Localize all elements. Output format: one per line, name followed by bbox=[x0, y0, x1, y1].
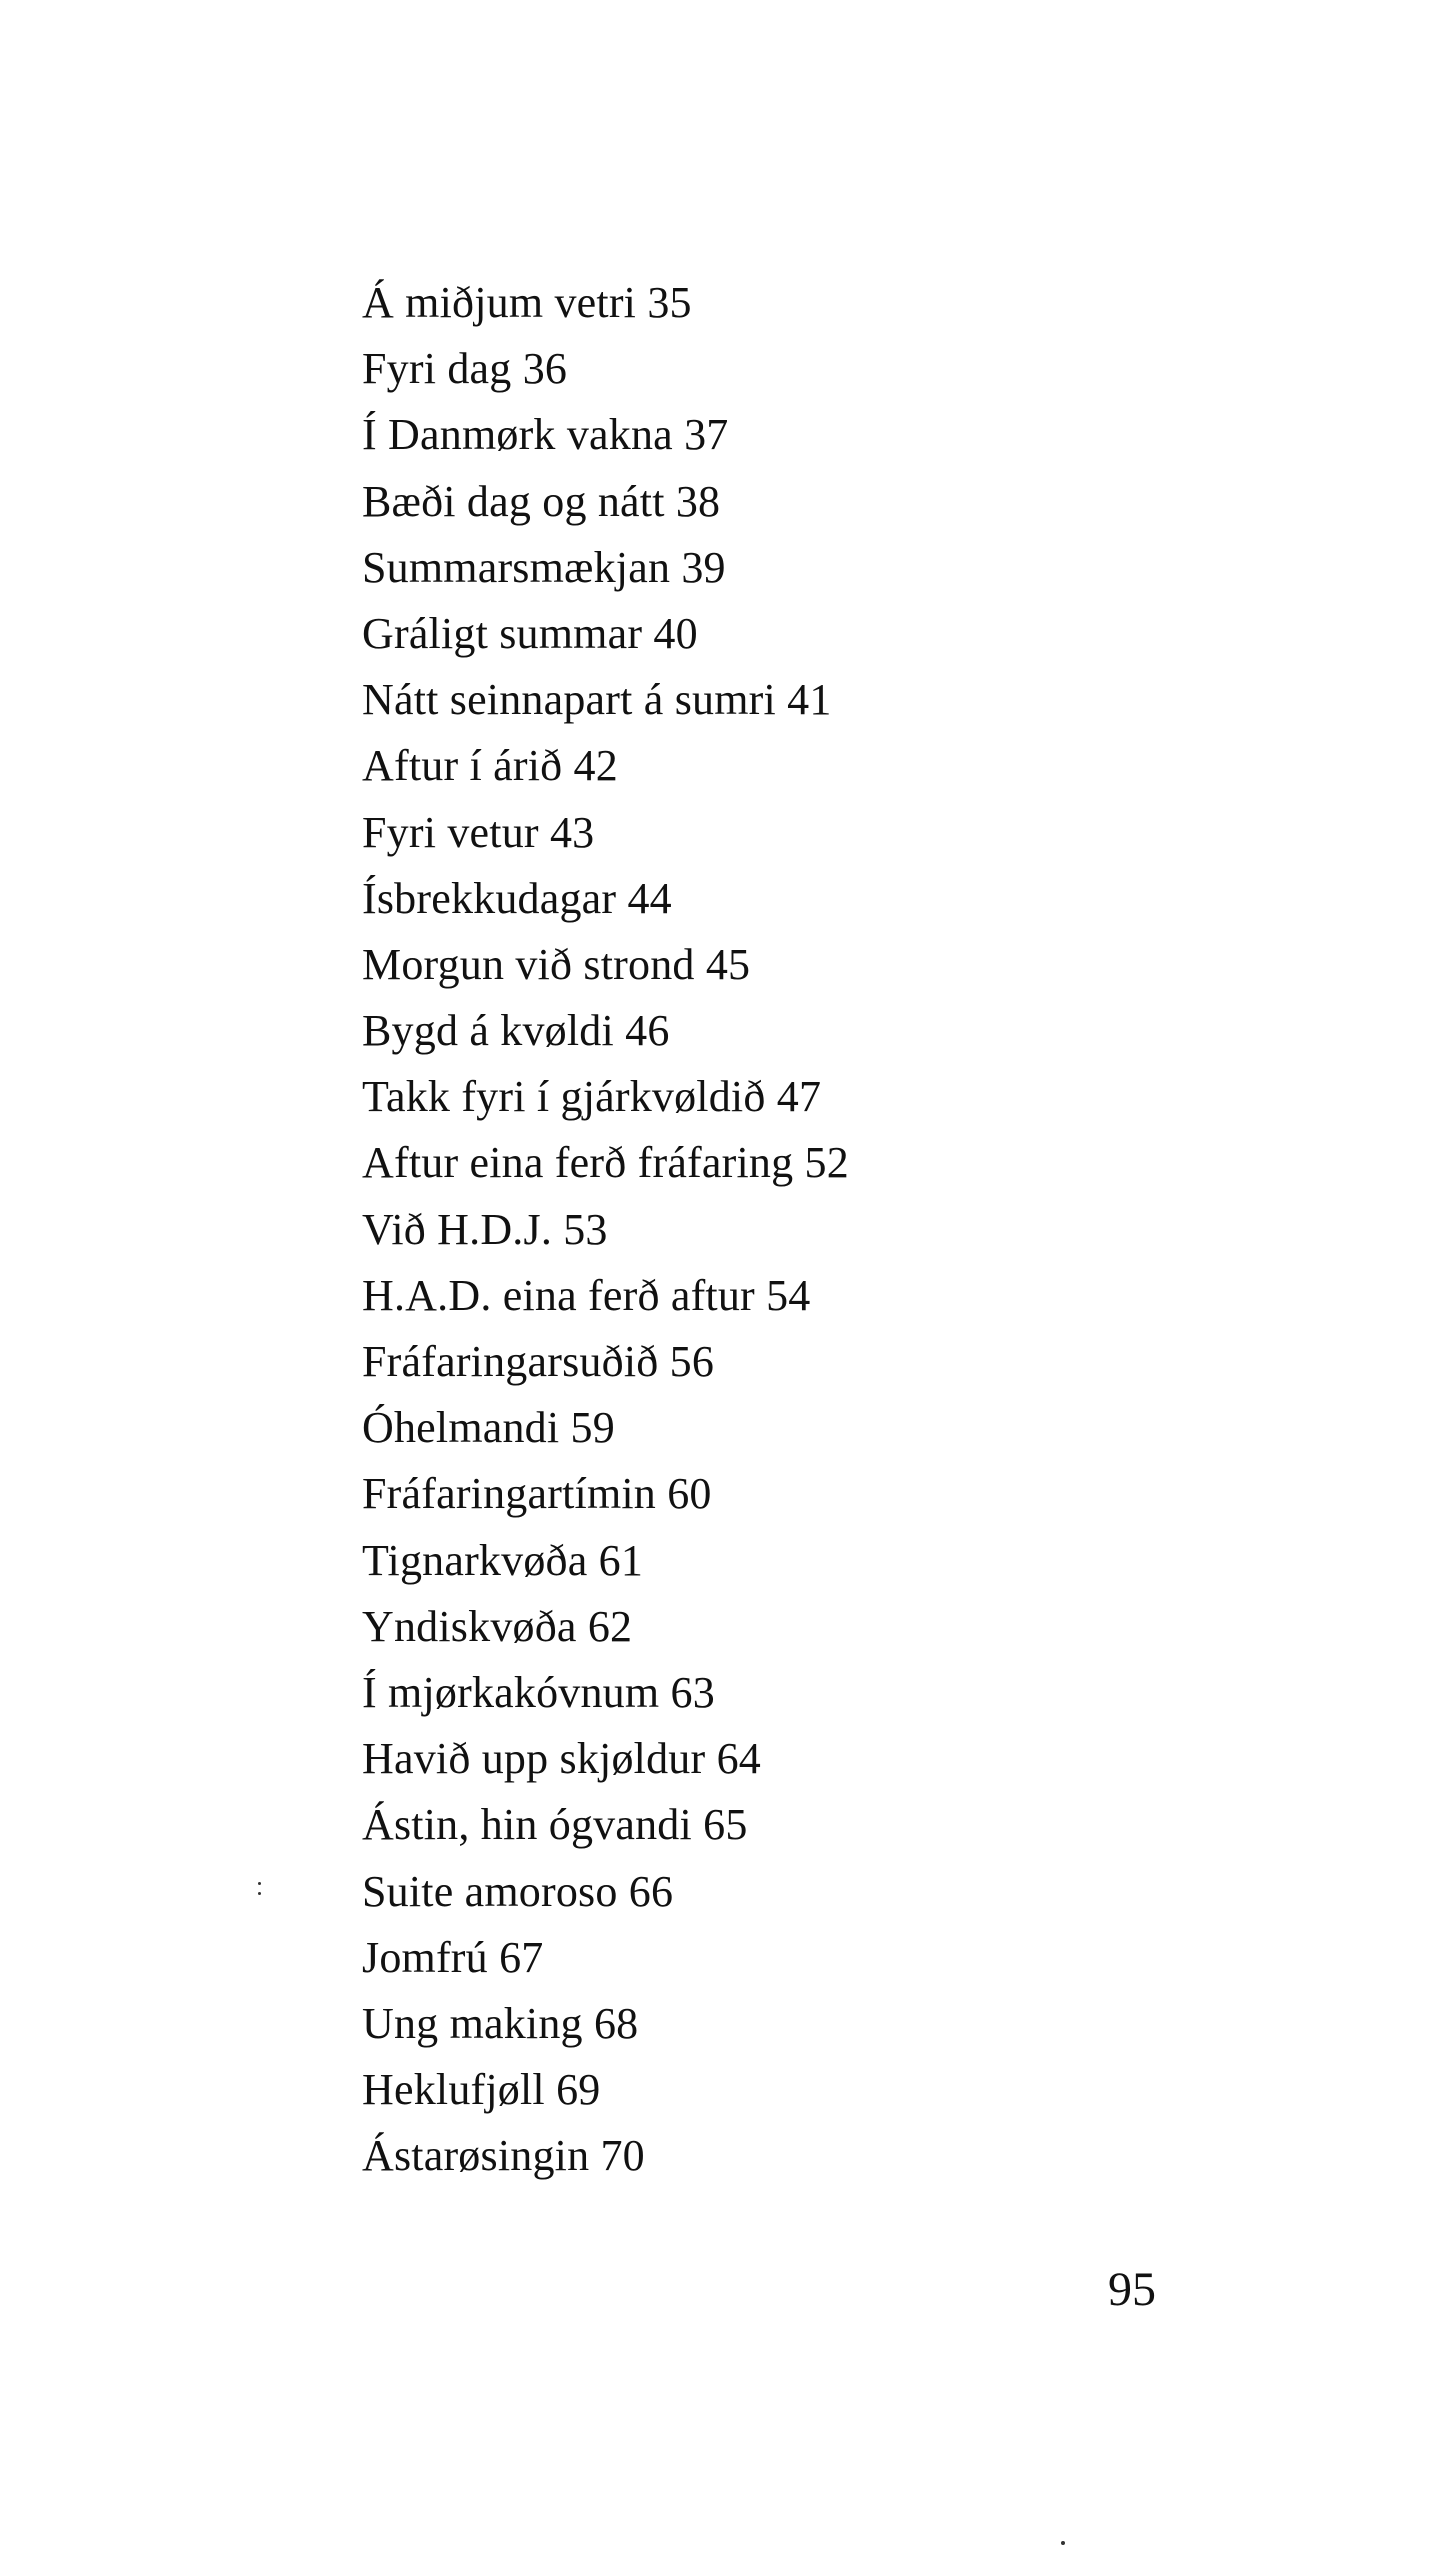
toc-entry-page: 45 bbox=[705, 939, 751, 989]
toc-entry bbox=[362, 1925, 849, 1991]
toc-entry bbox=[362, 1991, 849, 2057]
toc-entry-title: Havið upp skjøldur bbox=[362, 1734, 706, 1784]
toc-entry bbox=[362, 469, 849, 535]
toc-entry-page: 47 bbox=[776, 1072, 822, 1122]
toc-entry bbox=[362, 998, 849, 1064]
toc-entry bbox=[362, 1461, 849, 1527]
toc-entry-page: 59 bbox=[570, 1403, 615, 1453]
toc-entry-title: Ástin, hin ógvandi bbox=[362, 1800, 692, 1850]
toc-entry-page: 63 bbox=[670, 1667, 715, 1717]
toc-entry bbox=[362, 733, 849, 799]
toc-entry bbox=[362, 800, 849, 866]
toc-entry-title: Summarsmækjan bbox=[362, 542, 671, 592]
toc-entry-title: Fráfaringartímin bbox=[362, 1469, 656, 1519]
toc-entry-page: 43 bbox=[549, 807, 595, 857]
toc-entry-page: 67 bbox=[499, 1932, 544, 1982]
toc-entry bbox=[362, 1130, 849, 1196]
toc-entry-page: 60 bbox=[667, 1469, 712, 1519]
toc-entry bbox=[362, 932, 849, 998]
toc-entry-title: Tignarkvøða bbox=[362, 1535, 588, 1585]
toc-entry-page: 66 bbox=[628, 1866, 674, 1916]
toc-entry-page: 42 bbox=[573, 741, 618, 791]
toc-entry bbox=[362, 866, 849, 932]
toc-entry bbox=[362, 336, 849, 402]
toc-entry-page: 35 bbox=[647, 278, 692, 327]
toc-entry bbox=[362, 1064, 849, 1130]
toc-entry-title: Yndiskvøða bbox=[362, 1601, 577, 1651]
toc-entry bbox=[362, 1197, 849, 1263]
toc-entry-page: 69 bbox=[556, 2065, 601, 2115]
toc-entry-page: 39 bbox=[681, 542, 726, 592]
toc-entry bbox=[362, 601, 849, 667]
toc-entry-title: H.A.D. eina ferð aftur bbox=[362, 1270, 755, 1320]
toc-entry-page: 44 bbox=[627, 873, 672, 923]
scan-speck bbox=[1061, 2541, 1065, 2545]
toc-entry-title: Óhelmandi bbox=[362, 1403, 560, 1453]
toc-entry bbox=[362, 1263, 849, 1329]
toc-entry-title: Ung making bbox=[362, 1998, 583, 2048]
toc-entry bbox=[362, 1329, 849, 1395]
toc-entry-title: Gráligt summar bbox=[362, 608, 643, 658]
table-of-contents bbox=[362, 270, 849, 2189]
toc-entry-page: 62 bbox=[587, 1601, 633, 1651]
toc-entry-title: Bæði dag og nátt bbox=[362, 476, 665, 526]
toc-entry-page: 61 bbox=[598, 1535, 644, 1585]
toc-entry bbox=[362, 1594, 849, 1660]
toc-entry-title: Jomfrú bbox=[362, 1932, 488, 1982]
toc-entry-page: 65 bbox=[703, 1800, 748, 1850]
toc-entry-title: Bygd á kvøldi bbox=[362, 1006, 614, 1056]
toc-entry-title: Ísbrekkudagar bbox=[362, 873, 617, 923]
toc-entry-page: 37 bbox=[684, 410, 729, 460]
toc-entry-title: Fráfaringarsuðið bbox=[362, 1337, 659, 1386]
toc-entry-title: Nátt seinnapart á sumri bbox=[362, 675, 776, 725]
toc-entry bbox=[362, 535, 849, 601]
scan-speck bbox=[258, 1882, 261, 1885]
toc-entry bbox=[362, 667, 849, 733]
toc-entry-title: Ástarøsingin bbox=[362, 2131, 590, 2181]
toc-entry bbox=[362, 270, 849, 336]
toc-entry-title: Suite amoroso bbox=[362, 1866, 618, 1916]
toc-entry-title: Aftur í árið bbox=[362, 741, 563, 791]
toc-entry-title: Á miðjum vetri bbox=[362, 278, 637, 327]
toc-entry-page: 52 bbox=[804, 1138, 849, 1188]
toc-entry-page: 53 bbox=[563, 1204, 608, 1254]
toc-entry-page: 56 bbox=[669, 1337, 715, 1386]
toc-entry bbox=[362, 1528, 849, 1594]
toc-entry-title: Við H.D.J. bbox=[362, 1204, 553, 1254]
toc-entry-title: Í mjørkakóvnum bbox=[362, 1667, 660, 1717]
toc-entry-page: 40 bbox=[653, 608, 698, 658]
toc-entry-title: Morgun við strond bbox=[362, 939, 695, 989]
toc-entry bbox=[362, 1792, 849, 1858]
toc-entry-page: 64 bbox=[716, 1734, 761, 1784]
toc-entry-title: Aftur eina ferð fráfaring bbox=[362, 1138, 794, 1188]
toc-entry-title: Fyri vetur bbox=[362, 807, 539, 857]
page-number: 95 bbox=[1108, 2263, 1156, 2316]
toc-entry bbox=[362, 402, 849, 468]
toc-entry-page: 36 bbox=[522, 344, 568, 394]
toc-entry bbox=[362, 1859, 849, 1925]
toc-entry-title: Heklufjøll bbox=[362, 2065, 545, 2115]
toc-entry bbox=[362, 1726, 849, 1792]
scan-speck bbox=[258, 1892, 261, 1895]
toc-entry-title: Takk fyri í gjárkvøldið bbox=[362, 1072, 766, 1122]
toc-entry-page: 38 bbox=[675, 476, 721, 526]
toc-entry bbox=[362, 2057, 849, 2123]
toc-entry-page: 70 bbox=[600, 2131, 645, 2181]
toc-entry bbox=[362, 2123, 849, 2189]
toc-entry-title: Í Danmørk vakna bbox=[362, 410, 673, 460]
toc-entry-title: Fyri dag bbox=[362, 344, 512, 394]
toc-entry-page: 68 bbox=[593, 1998, 639, 2048]
toc-entry-page: 54 bbox=[766, 1270, 811, 1320]
toc-entry-page: 41 bbox=[787, 675, 832, 725]
toc-entry bbox=[362, 1395, 849, 1461]
toc-entry bbox=[362, 1660, 849, 1726]
toc-entry-page: 46 bbox=[625, 1006, 670, 1056]
